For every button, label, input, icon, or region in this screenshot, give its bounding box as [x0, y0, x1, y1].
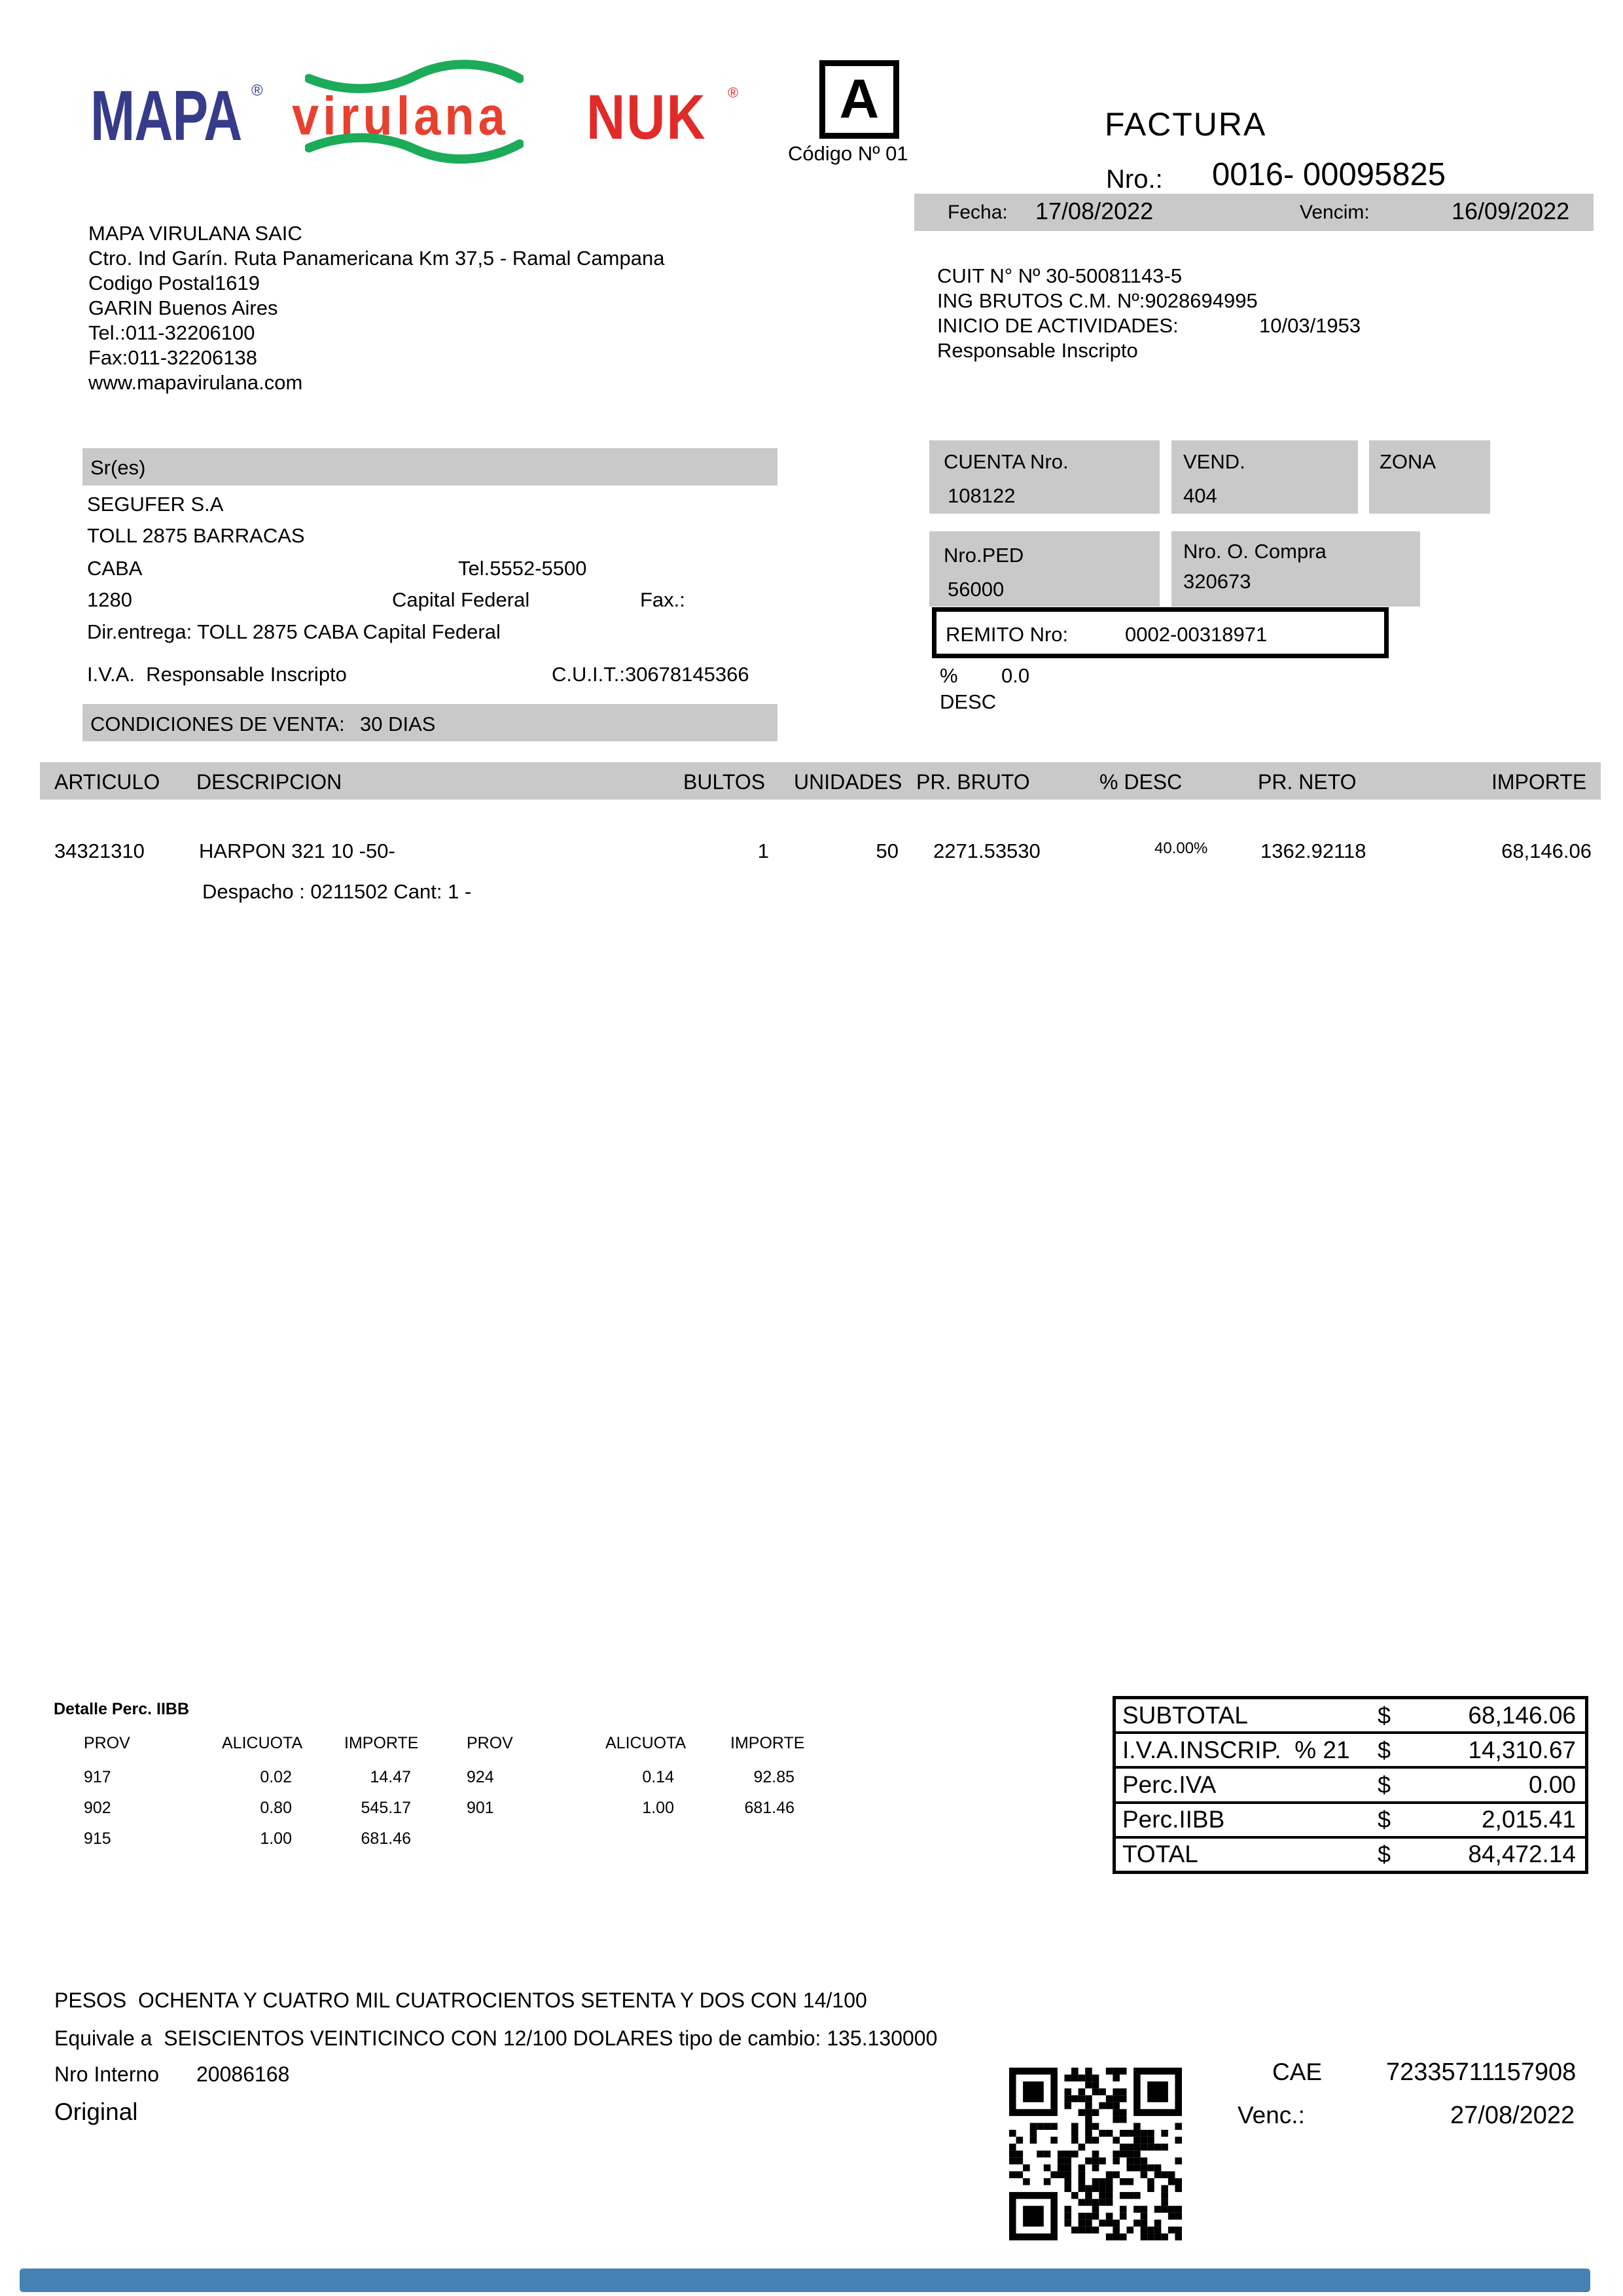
company-inicio-label: INICIO DE ACTIVIDADES: [937, 314, 1179, 337]
vendor-value: 404 [1183, 484, 1217, 507]
order-number-label: Nro.PED [944, 544, 1024, 567]
date-value: 17/08/2022 [1035, 198, 1154, 224]
zone-label: ZONA [1380, 450, 1436, 473]
nuk-logo: NUK [586, 82, 707, 153]
doc-type-title: FACTURA [1105, 106, 1267, 143]
iibb-header-prov2: PROV [467, 1734, 513, 1752]
company-address: Ctro. Ind Garín. Ruta Panamericana Km 37,5 - Ramal Campana [88, 247, 665, 270]
company-name: MAPA VIRULANA SAIC [88, 222, 302, 245]
vendor-label: VEND. [1183, 450, 1245, 473]
iva-value: 14,310.67 [1468, 1736, 1576, 1763]
internal-number-value: 20086168 [196, 2062, 290, 2086]
company-ing-brutos: ING BRUTOS C.M. Nº:9028694995 [937, 289, 1258, 312]
item-pr-bruto: 2271.53530 [933, 839, 1041, 862]
iibb-cell: 1.00 [642, 1799, 674, 1817]
perc-iibb-row [1116, 1801, 1585, 1836]
iibb-cell: 14.47 [370, 1768, 411, 1786]
customer-name: SEGUFER S.A [87, 493, 224, 516]
discount-percent-value: 0.0 [1001, 664, 1030, 687]
iibb-cell: 0.02 [260, 1768, 292, 1786]
customer-province: Capital Federal [392, 588, 530, 611]
virulana-logo: virulana [292, 85, 509, 147]
iibb-header-alicuota2: ALICUOTA [605, 1734, 687, 1752]
purchase-order-label: Nro. O. Compra [1183, 540, 1327, 563]
company-fax: Fax:011-32206138 [88, 346, 257, 369]
perc-iibb-value: 2,015.41 [1481, 1806, 1576, 1833]
invoice-letter-code: Código Nº 01 [788, 142, 908, 165]
col-header-desc: % DESC [1099, 770, 1183, 794]
iibb-cell: 1.00 [260, 1829, 292, 1848]
customer-city: CABA [87, 557, 143, 580]
iibb-cell: 902 [84, 1799, 111, 1817]
purchase-order-box [1171, 531, 1420, 607]
col-header-descripcion: DESCRIPCION [196, 770, 342, 794]
copy-type-label: Original [54, 2098, 138, 2125]
cae-due-value: 27/08/2022 [1450, 2102, 1575, 2129]
totals-table [1113, 1696, 1588, 1874]
iibb-cell: 901 [467, 1799, 494, 1817]
item-bultos: 1 [757, 839, 769, 862]
discount-word: DESC [940, 690, 997, 713]
currency-sign: $ [1378, 1736, 1391, 1763]
item-importe: 68,146.06 [1501, 839, 1592, 862]
invoice-letter: A [839, 68, 880, 130]
company-tel: Tel.:011-32206100 [88, 321, 255, 344]
iibb-header-importe1: IMPORTE [344, 1734, 419, 1752]
iibb-cell: 0.14 [642, 1768, 674, 1786]
item-despacho: Despacho : 0211502 Cant: 1 - [202, 880, 472, 903]
iibb-cell: 681.46 [744, 1799, 794, 1817]
iibb-cell: 92.85 [753, 1768, 794, 1786]
iibb-cell: 924 [467, 1768, 494, 1786]
currency-sign: $ [1378, 1771, 1391, 1798]
footer-bar [20, 2269, 1590, 2292]
customer-cuit: C.U.I.T.:30678145366 [552, 663, 749, 686]
iva-row [1116, 1731, 1585, 1766]
perc-iibb-label: Perc.IIBB [1122, 1806, 1225, 1833]
customer-postal: 1280 [87, 588, 132, 611]
mapa-registered-mark: ® [251, 82, 263, 99]
company-cuit: CUIT N° Nº 30-50081143-5 [937, 264, 1183, 287]
item-desc-pct: 40.00% [1154, 839, 1208, 857]
invoice-number-label: Nro.: [1106, 165, 1163, 194]
remito-value: 0002-00318971 [1125, 623, 1268, 646]
customer-delivery-address: Dir.entrega: TOLL 2875 CABA Capital Federal [87, 620, 501, 643]
currency-sign: $ [1378, 1701, 1391, 1729]
customer-fax-label: Fax.: [640, 588, 685, 611]
company-city: GARIN Buenos Aires [88, 296, 278, 319]
perc-iva-row [1116, 1766, 1585, 1801]
amount-in-words: PESOS OCHENTA Y CUATRO MIL CUATROCIENTOS SETENTA Y DOS CON 14/100 [54, 1988, 867, 2012]
col-header-pr-bruto: PR. BRUTO [916, 770, 1030, 794]
iibb-cell: 0.80 [260, 1799, 292, 1817]
nuk-registered-mark: ® [728, 84, 739, 101]
conditions-label: CONDICIONES DE VENTA: [90, 713, 345, 735]
iibb-cell: 915 [84, 1829, 111, 1848]
customer-address: TOLL 2875 BARRACAS [87, 524, 305, 547]
iibb-cell: 681.46 [361, 1829, 411, 1848]
order-number-value: 56000 [948, 578, 1005, 601]
subtotal-label: SUBTOTAL [1122, 1701, 1248, 1729]
account-number-label: CUENTA Nro. [944, 450, 1069, 473]
iibb-header-alicuota1: ALICUOTA [222, 1734, 303, 1752]
internal-number-label: Nro Interno [54, 2062, 160, 2086]
due-date-label: Vencim: [1300, 202, 1370, 223]
currency-sign: $ [1378, 1841, 1391, 1868]
cae-due-label: Venc.: [1238, 2102, 1305, 2128]
col-header-importe: IMPORTE [1491, 770, 1587, 794]
account-number-value: 108122 [948, 484, 1016, 507]
item-pr-neto: 1362.92118 [1260, 839, 1366, 862]
customer-iva-status: I.V.A. Responsable Inscripto [87, 663, 347, 686]
customer-tel: Tel.5552-5500 [458, 557, 587, 580]
col-header-bultos: BULTOS [683, 770, 766, 794]
item-descripcion: HARPON 321 10 -50- [199, 839, 395, 862]
invoice-number: 0016- 00095825 [1212, 157, 1446, 192]
col-header-unidades: UNIDADES [794, 770, 902, 794]
subtotal-value: 68,146.06 [1468, 1701, 1576, 1729]
iva-label: I.V.A.INSCRIP. % 21 [1122, 1736, 1350, 1763]
remito-label: REMITO Nro: [946, 623, 1069, 646]
col-header-articulo: ARTICULO [54, 770, 160, 794]
cae-label: CAE [1272, 2058, 1323, 2085]
item-articulo: 34321310 [54, 839, 145, 862]
currency-sign: $ [1378, 1806, 1391, 1833]
iibb-cell: 917 [84, 1768, 111, 1786]
iibb-header-importe2: IMPORTE [730, 1734, 805, 1752]
qr-code [1009, 2068, 1182, 2240]
company-iva-status: Responsable Inscripto [937, 339, 1138, 362]
zone-box [1369, 440, 1490, 514]
order-number-box [929, 531, 1160, 607]
purchase-order-value: 320673 [1183, 570, 1251, 593]
company-website: www.mapavirulana.com [88, 371, 303, 394]
perc-iva-value: 0.00 [1528, 1771, 1576, 1798]
remito-box [932, 607, 1389, 658]
virulana-wave-bottom-icon [305, 130, 524, 164]
iibb-title: Detalle Perc. IIBB [54, 1700, 190, 1718]
cae-value: 72335711157908 [1386, 2058, 1577, 2086]
company-inicio-value: 10/03/1953 [1259, 314, 1361, 337]
conditions-value: 30 DIAS [360, 713, 436, 735]
col-header-pr-neto: PR. NETO [1258, 770, 1357, 794]
invoice-letter-box [819, 60, 899, 139]
iibb-cell: 545.17 [361, 1799, 411, 1817]
item-unidades: 50 [876, 839, 899, 862]
due-date-value: 16/09/2022 [1452, 198, 1570, 224]
sres-label: Sr(es) [90, 456, 146, 479]
company-postal: Codigo Postal1619 [88, 272, 260, 294]
total-label: TOTAL [1122, 1841, 1198, 1868]
subtotal-row [1116, 1699, 1585, 1731]
account-number-box [929, 440, 1160, 514]
discount-percent-sign: % [940, 664, 958, 687]
date-label: Fecha: [948, 202, 1008, 223]
mapa-logo: MAPA [90, 77, 242, 156]
usd-equivalent: Equivale a SEISCIENTOS VEINTICINCO CON 12/100 DOLARES tipo de cambio: 135.130000 [54, 2026, 938, 2050]
vendor-box [1171, 440, 1358, 514]
iibb-header-prov1: PROV [84, 1734, 130, 1752]
perc-iva-label: Perc.IVA [1122, 1771, 1217, 1798]
total-row [1116, 1836, 1585, 1871]
total-value: 84,472.14 [1468, 1841, 1576, 1868]
sres-bar [82, 448, 777, 486]
